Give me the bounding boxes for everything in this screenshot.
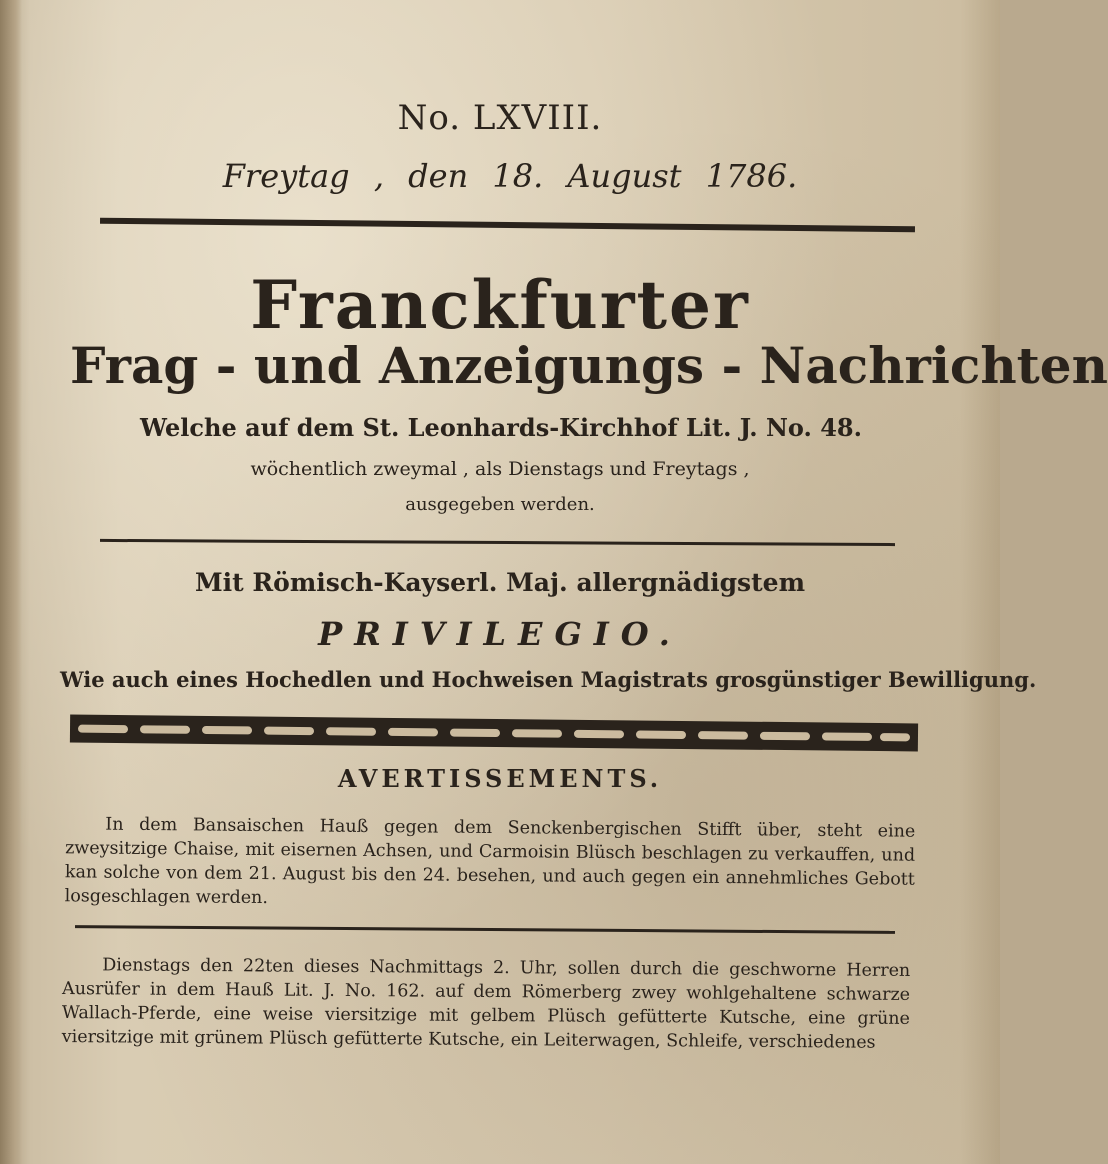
advertisement-paragraph <box>65 812 916 915</box>
newspaper-subtitle: Frag - und Anzeigungs - Nachrichten <box>70 336 1108 395</box>
publication-issued: ausgegeben werden. <box>405 494 595 515</box>
newspaper-title: Franckfurter <box>250 266 750 344</box>
issue-number: No. LXVIII. <box>397 98 603 138</box>
ornamental-border <box>70 711 918 756</box>
divider-rule <box>100 539 895 546</box>
advertisement-text: In dem Bansaischen Hauß gegen dem Senckenbergischen Stifft über, steht eine zweysitzige Chaise, mit eisernen Achsen, und Carmoisin Blüsch beschlagen zu verkauffen, und kan solche von dem 21. August bis den 24. besehen, und auch gegen ein annehmliches Gebott losgeschlagen werden. <box>64 814 916 909</box>
advertisement-paragraph <box>62 953 911 1055</box>
publication-schedule: wöchentlich zweymal , als Dienstags und Freytags , <box>250 458 750 480</box>
publication-address: Welche auf dem St. Leonhards-Kirchhof Lit. J. No. 48. <box>140 413 862 442</box>
privilege-line: Mit Römisch-Kayserl. Maj. allergnädigstem <box>194 568 806 597</box>
advertisement-text: Dienstags den 22ten dieses Nachmittags 2. Uhr, sollen durch die geschworne Herren Ausrüfer in dem Hauß Lit. J. No. 162. auf dem Römerberg zwey wohlgehaltene schwarze Wallach-Pferde, eine weise viersitzige mit gelbem Plüsch gefütterte Kutsche, eine grüne viersitzige mit grünem Plüsch gefütterte Kutsche, ein Leiterwagen, Schleife, verschiedenes <box>61 955 911 1053</box>
issue-date: Freytag , den 18. August 1786. <box>222 157 798 195</box>
divider-rule <box>100 218 915 233</box>
privilege-approval: Wie auch eines Hochedlen und Hochweisen Magistrats grosgünstiger Bewilligung. <box>60 667 1037 692</box>
divider-rule <box>75 925 895 934</box>
section-heading: AVERTISSEMENTS. <box>337 764 663 793</box>
privilege-title: PRIVILEGIO. <box>318 615 682 653</box>
